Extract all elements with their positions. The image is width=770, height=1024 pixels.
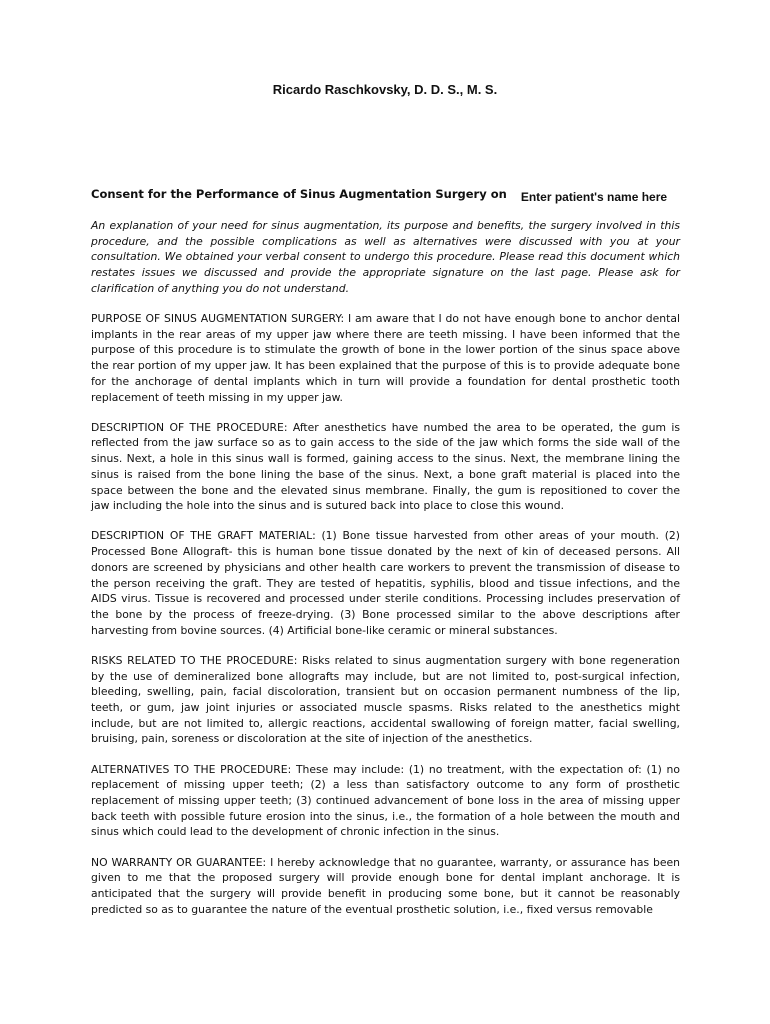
consent-title-line bbox=[91, 187, 669, 204]
procedure-paragraph: DESCRIPTION OF THE PROCEDURE: After anesthetics have numbed the area to be operated, the gum is reflected from the jaw surface so as to gain access to the side of the jaw which forms the side wall of the sinus. Next, a hole in this sinus wall is formed, gaining access to the sinus. Next, the membrane lining the sinus is raised from the bone lining the base of the sinus. Next, a bone graft material is placed into the space between the bone and the elevated sinus membrane. Finally, the gum is repositioned to cover the jaw including the hole into the sinus and is sutured back into place to close this wound. bbox=[91, 420, 680, 513]
graft-material-paragraph: DESCRIPTION OF THE GRAFT MATERIAL: (1) Bone tissue harvested from other areas of your mouth. (2) Processed Bone Allograft- this is human bone tissue donated by the next of kin of deceased persons. All donors are screened by physicians and other health care workers to prevent the transmission of disease to the person receiving the graft. They are tested of hepatitis, syphilis, blood and tissue infections, and the AIDS virus. Tissue is recovered and processed under sterile conditions. Processing includes preservation of the bone by the process of freeze-drying. (3) Bone processed similar to the above descriptions after harvesting from bovine sources. (4) Artificial bone-like ceramic or mineral substances. bbox=[91, 529, 680, 637]
risks-paragraph: RISKS RELATED TO THE PROCEDURE: Risks related to sinus augmentation surgery with bone regeneration by the use of demineralized bone allografts may include, but are not limited to, post-surgical infection, bleeding, swelling, pain, facial discoloration, transient but on occasion permanent numbness of the lip, teeth, or gum, jaw joint injuries or associated muscle spasms. Risks related to the anesthetics might include, but are not limited to, allergic reactions, accidental swallowing of foreign matter, facial swelling, bruising, pain, soreness or discoloration at the site of injection of the anesthetics. bbox=[91, 653, 680, 746]
purpose-paragraph: PURPOSE OF SINUS AUGMENTATION SURGERY: I am aware that I do not have enough bone to anchor dental implants in the rear areas of my upper jaw where there are teeth missing. I have been informed that the purpose of this procedure is to stimulate the growth of bone in the lower portion of the sinus space above the rear portion of my upper jaw. It has been explained that the purpose of this is to provide adequate bone for the anchorage of dental implants which in turn will provide a foundation for dental prosthetic tooth replacement of teeth missing in my upper jaw. bbox=[91, 312, 680, 404]
patient-name-field[interactable]: Enter patient's name here bbox=[520, 190, 668, 204]
document-body bbox=[91, 218, 680, 932]
warranty-paragraph: NO WARRANTY OR GUARANTEE: I hereby acknowledge that no guarantee, warranty, or assurance has been given to me that the proposed surgery will provide enough bone for dental implant anchorage. It is anticipated that the surgery will provide benefit in producing some bone, but it cannot be reasonably predicted so as to guarantee the nature of the eventual prosthetic solution, i.e., fixed versus removable bbox=[91, 855, 680, 916]
intro-paragraph: An explanation of your need for sinus augmentation, its purpose and benefits, the surgery involved in this procedure, and the possible complications as well as alternatives were discussed with you at your consultation. We obtained your verbal consent to undergo this procedure. Please read this document which restates issues we discussed and provide the appropriate signature on the last page. Please ask for clarification of anything you do not understand. bbox=[91, 219, 680, 295]
consent-title: Consent for the Performance of Sinus Augmentation Surgery on bbox=[91, 187, 507, 201]
doctor-name-header: Ricardo Raschkovsky, D. D. S., M. S. bbox=[272, 82, 498, 97]
alternatives-paragraph: ALTERNATIVES TO THE PROCEDURE: These may include: (1) no treatment, with the expectation of: (1) no replacement of missing upper teeth; (2) a less than satisfactory outcome to any form of prosthetic replacement of missing upper teeth; (3) continued advancement of bone loss in the area of missing upper back teeth with possible future erosion into the sinus, i.e., the formation of a hole between the mouth and sinus which could lead to the development of chronic infection in the sinus. bbox=[91, 762, 680, 839]
